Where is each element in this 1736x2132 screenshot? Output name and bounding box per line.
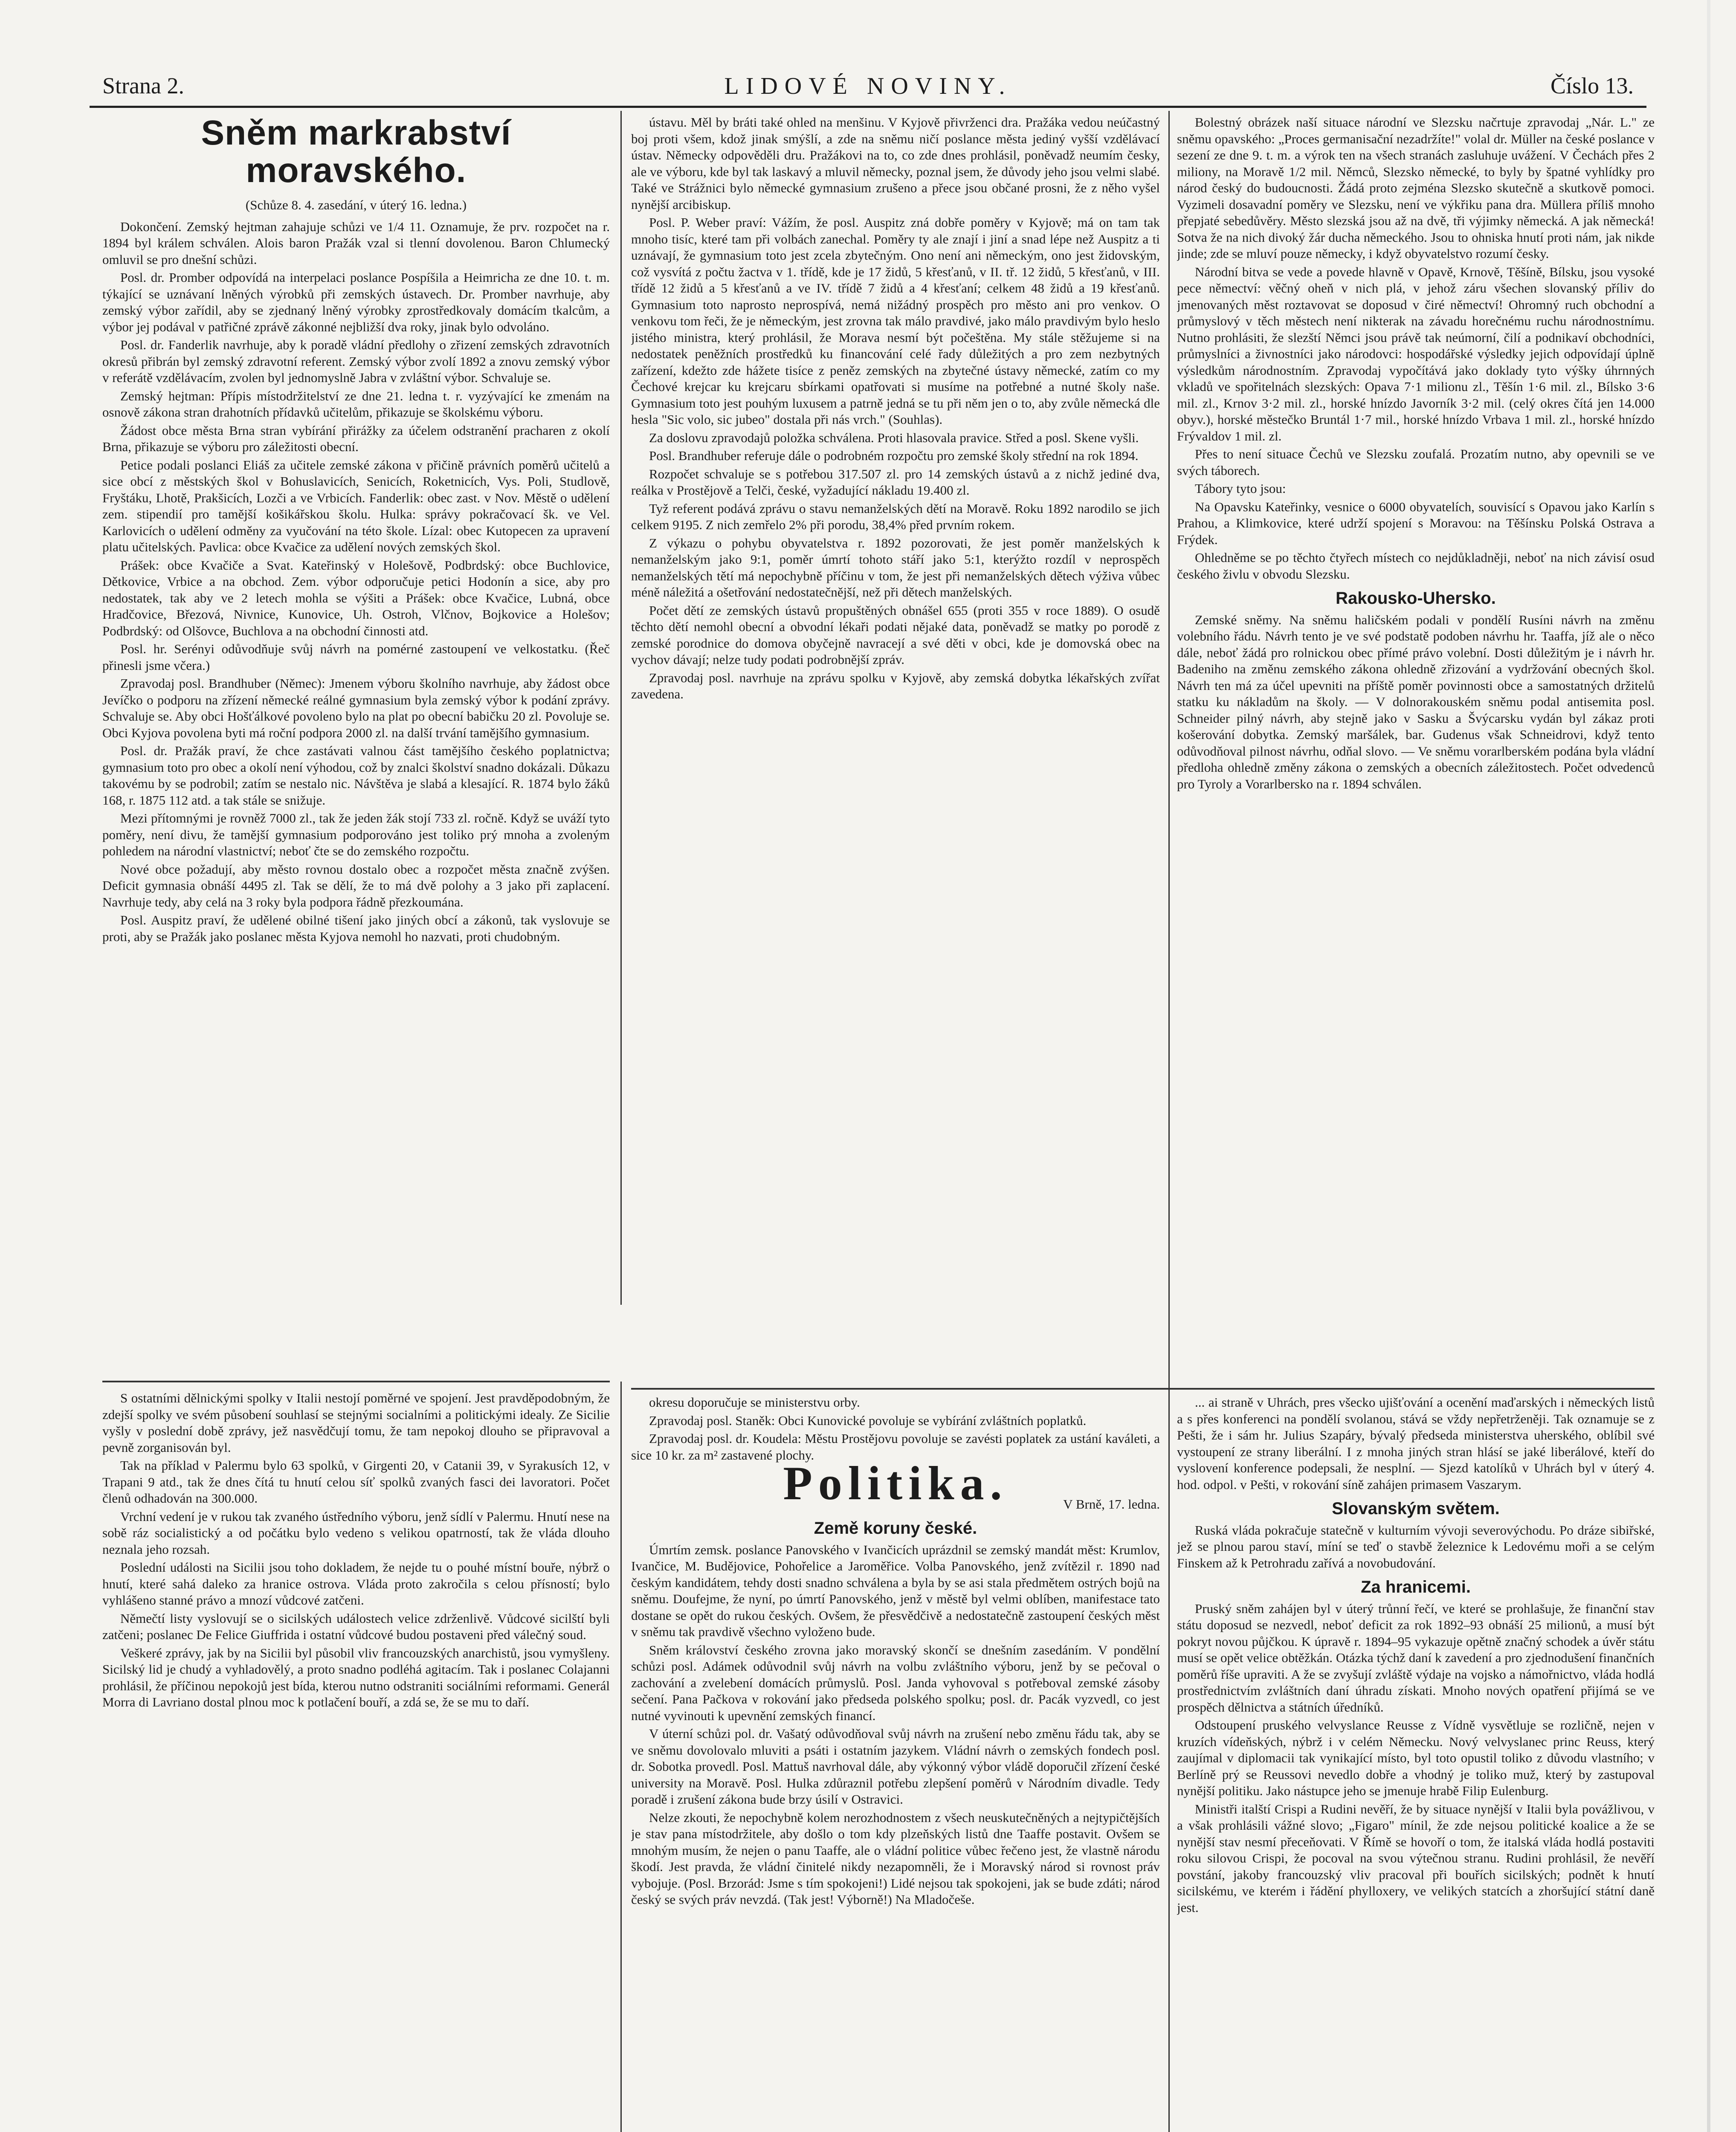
section-heading: Za hranicemi. [1361,1578,1471,1596]
paragraph: Zpravodaj posl. Brandhuber (Němec): Jmenem výboru školního navrhuje, aby žádost obce Jevíčko o podporu na zřízení německé reálné gymnasium byla zemský výbor k podání zprávy. Schvaluje se. Aby obci Hošťálkové povoleno bylo na plat po obecní babičku 20 zl. Povoluje se. Obci Kyjova povolena byti má roční podpora 2000 zl. na další trvání tamějšího gymnasium. [102,676,610,740]
paragraph: Petice podali poslanci Eliáš za učitele zemské zákona v přičině právních poměrů učitelů a sice obcí z městských škol v Bohuslavicích, Senicích, Roketnicích, Vys. Poli, Studlově, Fryštáku, Lhotě, Prakšicích, Lozči a ve Vrbicích. Fanderlik: obec zast. v Nov. Městě o udělení zem. stipendií pro tamější košikářskou školu. Hulka: správy pokračovací šk. ve Vel. Karlovicích o udělení odměny za vyučování na této škole. Lízal: obec Kutopecen za upravení platu učitelských. Pavlica: obce Kvačice za udělení nových zemských škol. [102,457,610,554]
article-title: Sněm markrabství moravského. [201,114,511,190]
paragraph: Za doslovu zpravodajů položka schválena. Proti hlasovala pravice. Střed a posl. Skene vyšli. [649,430,1139,445]
paragraph: Posl. dr. Fanderlik navrhuje, aby k poradě vládní předlohy o zřizení zemských zdravotních okresů přibrán byl zemský zdravotní referent. Zemský výbor zvolí 1892 a znovu zemský výbor v referátě vzdělávacím, zvolen byl jednomyslně Jabra v zvláštní výbor. Schvaluje se. [102,337,610,385]
paragraph: ... ai straně v Uhrách, pres všecko ujišťování a ocenění maďarských i německých listů a s přes konferenci na pondělí svolanou, stává se vždy nepřetrženěji. Tak oznamuje se z Pešti, že i sám hr. Julius Szapáry, bývalý předseda ministerstva uherského, oblíbil své vystoupení ze strany liberální. I z mnoha jiných stran hlásí se jaké liberálové, kteří do vyslovení konference podepsali, že nesplní. — Sjezd katolíků v Uhrách byl v úterý 4. hod. odpol. v Pešti, v rokování síně zahájen primasem Vaszarym. [1177,1395,1655,1492]
paragraph: Vrchní vedení je v rukou tak zvaného ústředního výboru, jenž sídlí v Palermu. Hnutí nese na sobě ráz socialistický a od počátku bylo vedeno s velikou opatrností, tak že vláda dlouho neznala jeho rozsah. [102,1509,610,1557]
paragraph: Ohledněme se po těchto čtyřech místech co nejdůkladněji, neboť na nich závisí osud českého živlu v obvodu Slezsku. [1177,550,1655,582]
article-politika [631,1394,1160,2132]
article-snem-markrabstvi [102,114,610,1372]
paragraph: Tak na příklad v Palermu bylo 63 spolků, v Girgenti 20, v Catanii 39, v Syrakusích 12, v Trapani 9 atd., tak že dnes čítá tu hnutí celou síť spolků zvaných fasci dei lavoratori. Počet členů odhadován na 300.000. [102,1458,610,1506]
issue-number: Číslo 13. [1550,73,1634,98]
paragraph: okresu doporučuje se ministerstvu orby. [649,1395,860,1410]
paragraph: Posl. Auspitz praví, že udělené obilné tišení jako jiných obcí a zákonů, tak vyslovuje se proti, aby se Pražák jako poslanec města Kyjova nemohl ho nazvati, proti chudobným. [102,912,610,944]
paragraph: Žádost obce města Brna stran vybírání přirážky za účelem odstranění pracharen z okolí Brna, přikazuje se výboru pro záležitosti obecní. [102,423,610,454]
paragraph: Zpravodaj posl. navrhuje na zprávu spolku v Kyjově, aby zemská dobytka lékařských zvířat zavedena. [631,670,1160,701]
paragraph: Počet dětí ze zemských ústavů propuštěných obnášel 655 (proti 355 v roce 1889). O osudě těchto dětí nemohl obecní a obvodní lékaři podati nějaké data, poněvadž se matky po porodě z zemské porodnice do domova obyčejně navracejí a své děti v obci, kde je domovská obec na vychov dávají; nelze tudy podati podrobnější zpráv. [631,603,1160,667]
article-slezsko [1177,114,1655,1304]
paragraph: Zpravodaj posl. dr. Koudela: Městu Prostějovu povoluje se zavésti poplatek za ustání kaváleti, a sice 10 kr. za m² zastavené plochy. [631,1431,1160,1463]
section-heading: Rakousko-Uhersko. [1336,589,1496,608]
paragraph: Zpravodaj posl. Staněk: Obci Kunovické povoluje se vybírání zvláštních poplatků. [649,1413,1087,1428]
paragraph: V úterní schůzi pol. dr. Vašatý odůvodňoval svůj návrh na zrušení nebo změnu řádu tak, aby se ve sněmu dovolovalo mluviti a psáti i ostatním jazykem. Vládní návrh o zemských fondech posl. dr. Sobotka provedl. Posl. Mattuš navrhoval dále, aby výkonný výbor vládě doporučil zřízení české university na Moravě. Posl. Hulka zdůraznil potřebu zlepšení poměrů v Národním divadle. Tedy poradě i zrušení zákona bude brzy úsilí v Ostravici. [631,1726,1160,1807]
paragraph: Rozpočet schvaluje se s potřebou 317.507 zl. pro 14 zemských ústavů a z nichž jediné dva, reálka v Prostějově a Telči, české, vyžadující nákladu 19.400 zl. [631,466,1160,498]
paragraph: Mezi přítomnými je rovněž 7000 zl., tak že jeden žák stojí 733 zl. ročně. Když se uváží tyto poměry, není divu, že tamější gymnasium podporováno jest toliko prý mnoha a zvoleným pohledem na národní vlastnictví; neboť čte se do zemského rozpočtu. [102,811,610,858]
paragraph: S ostatními dělnickými spolky v Italii nestojí poměrné ve spojení. Jest pravděpodobným, že zdejší spolky ve svém působení souhlasí se stejnými socialními a politickými idealy. Ze Sicilie vyšly v poslední době zprávy, jež nasvědčují tomu, že tam nepokoj dlouho se připravoval a pevně zorganisován byl. [102,1390,610,1455]
paragraph: Prášek: obce Kvačiče a Svat. Kateřinský v Holešově, Podbrdský: obce Buchlovice, Dětkovice, Vrbice a na obchod. Zem. výbor odporučuje petici Hodonín a sice, aby pro nedostatek, tak aby ve 2 letech mohla se výšiti a Prášek: obce Kvačice, Lubná, obce Hradčovice, Březová, Nivnice, Kunovice, Uh. Ostroh, Vlčnov, Bojkovice a Holešov; Podbrdský: od Olšovce, Buchlova a na obchodní činnosti atd. [102,557,610,638]
paragraph: Ruská vláda pokračuje statečně v kulturním vývoji severovýchodu. Po dráze sibiřské, jež se plnou parou staví, míní se teď o stavbě železnice k Ledovému moři a se celým Finskem až k Petrohradu zařívá a novobudování. [1177,1522,1655,1570]
page-number: Strana 2. [102,73,184,98]
paragraph: Posl. P. Weber praví: Vážím, že posl. Auspitz zná dobře poměry v Kyjově; má on tam tak mnoho tisíc, které tam při volbách zanechal. Poměry ty ale znají i jiní a snad lépe než Auspitz a ti uznávají, že gymnasium toto jest zcela zbytečným. Ono není ani německým, ono jest židovským, což vysvítá z počtu žactva v 1. třídě, kde je 17 židů, 5 křesťanů, v II. tř. 12 židů, 5 křesťanů, v III. třídě 12 židů a 5 křesťanů a ve IV. třídě 7 židů a 4 křesťaní; celkem 48 židů a 19 křesťanů. Gymnasium toto naprosto neprospívá, nemá nižádný prospěch pro město ani pro venkov. O venkovu tom řeči, že je německým, jest zrovna tak málo pravdivé, jako málo pravdivým bylo heslo jistého ministra, který prohlásil, že Morava nesmí být počeštěna. My stále stěžujeme si na nedostatek peněžních prostředků ku financování celé řady důležitých a pro zem nezbytných zařízení, kdežto zde hážete tisíce z peněz zemských na zbytečné ústavy německé, zatím co my Čechové krejcar ku krejcaru sbírkami opatřovati si musíme na potřebné a nutné školy naše. Gymnasium toto jest pouhým luxusem a patrně jedná se tu při něm jen o to, aby zvůle německá dle hesla "Sic volo, sic jubeo" dostala při nás vrch." (Souhlas). [631,215,1160,427]
section-rule [102,1381,610,1382]
paragraph: Posl. dr. Promber odpovídá na interpelaci poslance Pospíšila a Heimricha ze dne 10. t. m. týkající se uznávaní lněných výrobků při zemských ústavech. Dr. Promber navrhuje, aby zemský výbor zařídil, aby se zjednaný lněný výrobky zprostředkovaly domácím tkalcům, a výbor jej podával v patřičné zprávě zákonné nejbližší dva roky, jinak bylo odvoláno. [102,270,610,334]
paragraph: Z výkazu o pohybu obyvatelstva r. 1892 pozorovati, že jest poměr manželských k nemanželským jako 9:1, poměr úmrtí tohoto stáří jako 5:1, kterýžto rozdíl v neprospěch nemanželských tětí má nepochybně příčinu v tom, že jest při nemanželských dětech výživa vůbec méně náležitá a ošetřování nedostatečnější, než při dětech manželských. [631,535,1160,600]
paragraph: Posl. hr. Serényi odůvodňuje svůj návrh na pomérné zastoupení ve velkostatku. (Řeč přinesli jsme včera.) [102,641,610,673]
column-divider [1168,111,1170,2132]
paragraph: Poslední události na Sicilii jsou toho dokladem, že nejde tu o pouhé místní bouře, nýbrž o hnutí, které sahá daleko za hranice ostrova. Vláda proto zakročila s celou přísností; bylo vyhlášeno stanné právo a mnozí vůdcové zatčeni. [102,1560,610,1608]
paragraph: Úmrtím zemsk. poslance Panovského v Ivančicích uprázdnil se zemský mandát měst: Krumlov, Ivančice, M. Budějovice, Pohořelice a Jaroměřice. Volba Panovského, jenž zvítězil r. 1890 nad českým kandidátem, tehdy dosti snadno schválena a byla by se asi stala předmětem ostrých bojů na sněmu. Doufejme, že nyní, po úmrtí Panovského, jenž v městě byl velmi oblíben, manifestace tato dostane se opět do rukou českých. Ovšem, že přesvědčivě a nedostatečně zastoupení českých měst v sněmu tak pravdivě všechno vyloženo bude. [631,1542,1160,1639]
dateline: V Brně, 17. ledna. [1063,1496,1160,1512]
paragraph: Posl. dr. Pražák praví, že chce zastávati valnou část tamějšího českého poplatnictva; gymnasium toto pro obec a okolí není výhodou, což by znalci školství snadno dokázali. Důkazu takovému by se podrobil; zatím se nestalo nic. Návštěva je slabá a klesající. R. 1874 bylo žáků 168, r. 1875 112 atd. a tak stále se snižuje. [102,743,610,808]
paragraph: Národní bitva se vede a povede hlavně v Opavě, Krnově, Těšíně, Bílsku, jsou vysoké pece němectví: věčný oheň v nich plá, v jehož záru všechen slovanský příliv do jmenovaných měst roztavovat se doposud v čiré němectví! Ohromný ruch obchodní a průmyslový v těch městech není nikterak na závadu horečnému ruchu národnostnímu. Nutno prohlásiti, že slezští Němci jsou právě tak neúmorní, čilí a podnikaví obchodníci, průmyslníci a živnostníci jako národovci: hospodářské výsledky jejich odpovídají úplně výsledkům národnostním. Zpravodaj vypočítává jako doklady tyto výšky úhrnných vkladů ve spořitelnách slezských: Opava 7·1 milionu zl., Těšín 1·6 mil. zl., Bílsko 3·6 mil. zl., Krnov 3·2 mil. zl., horské hnízdo Javorník 3·2 mil. (celý okres čítá jen 14.000 obyv.), horské městečko Bruntál 1·7 mil., horské hnízdo Vrbava 1 mil. zl., horské hnízdo Frývaldov 1 mil. zl. [1177,264,1655,443]
paragraph: Ministři italští Crispi a Rudini nevěří, že by situace nynější v Italii byla povážlivou, v a však prohlásili vážné slovo; „Figaro" mínil, že zde nejsou politické koalice a že se nynější stav nesmí přeceňovati. V Římě se hovoří o tom, že italská vláda hodlá postaviti roku silovou Crispi, že pocoval na svou výtečnou stranu. Rudini prohlásil, že nevěří povstání, jakoby francouzský vliv pracoval při bouřích sicilských; podnět k hnutí sicilskému, ve kterém i řádění phylloxery, ve velikých statcích a zhoršující státní daně jest. [1177,1801,1655,1915]
paragraph: Pruský sněm zahájen byl v úterý trůnní řečí, ve které se prohlašuje, že finanční stav státu doposud se nezvedl, neboť deficit za rok 1892–93 obnáší 25 milionů, a musí být pokryt novou půjčkou. K úpravě r. 1894–95 vykazuje opětně značný schodek a úvěr státu musí se opět velice obtěžkán. Otázka týchž daní k zavedení a pro zjednodušení finančních poměrů říše upraviti. A že se zvyšují zvláště výdaje na vojsko a námořnictvo, vláda hodlá prostřednictvím zvláštních daní úhradu získati. Mnoho nových opatření přijímá se ve prospěch dělnictva a státních úředníků. [1177,1601,1655,1715]
article-meta: (Schůze 8. 4. zasedání, v úterý 16. ledna.) [245,197,467,212]
paragraph: Na Opavsku Kateřinky, vesnice o 6000 obyvatelích, souvisící s Opavou jako Karlín s Prahou, a Klimkovice, které udrží spojení s Moravou: na Těšínsku Polská Ostrava a Frýdek. [1177,499,1655,547]
section-heading: Slovanským světem. [1332,1499,1500,1518]
newspaper-name: LIDOVÉ NOVINY. [724,73,1012,99]
article-za-hranicemi [1177,1394,1655,2132]
paragraph: Tábory tyto jsou: [1195,481,1286,496]
paragraph: Nelze zkouti, že nepochybně kolem nerozhodnostem z všech neuskutečněných a nejtypičtějších je stav pana místodržitele, aby došlo o tom kdy plzeňských listů dne Taaffe postavit. Ovšem se mnohým musím, že nejen o panu Taaffe, ale o vládní politice vůbec řečeno jest, že vlastně národu škodí. Jest pravda, že vládní činitelé nikdy nezapomněli, že i Moravský národ si rovnost práv vybojuje. (Posl. Brzorád: Jsme s tím spokojeni!) Lidé nejsou tak spokojeni, jak se bude zdáti; národ český se svých práv nevzdá. (Tak jest! Výborně!) Na Mladočeše. [631,1810,1160,1907]
header-rule [90,106,1646,108]
paragraph: Sněm království českého zrovna jako moravský skončí se dnešním zasedáním. V pondělní schůzi posl. Adámek odůvodnil svůj návrh na volbu zvláštního výboru, jenž by se pečoval o zachování a zvelebení domácích průmyslů. Posl. Janda vyhovoval s potřeboval zemské zásoby sečení. Pana Pačkova v rokování jako předseda polského spolku; posl. dr. Pacák vyzvedl, co jest nutné vyvinouti k upevnění zemských financí. [631,1642,1160,1723]
paragraph: Zemský hejtman: Přípis místodržitelství ze dne 21. ledna t. r. vyzývající ke zmenám na osnově zákona stran drahotních přídavků učitelům, přikazuje se školskému výboru. [102,388,610,420]
column-divider [620,111,622,1305]
paragraph: ústavu. Měl by bráti také ohled na menšinu. V Kyjově přivrženci dra. Pražáka vedou neúčastný boj proti všem, kdož jinak smýšlí, a zde na sněmu ničí poslance města jediný vyšší vzdělávací ústav. Německy odpověděli dru. Pražákovi na to, co zde dnes prohlásil, poněvadž neumím česky, ale ve výboru, kde byl tak laskavý a mluvil německy, poznal jsem, že důvody jeho jsou velmi slabé. Také ve Strážnici bylo německé gymnasium zrušeno a přece jsou občané prosni, že z něho vyšel nynější arcibiskup. [631,115,1160,212]
article-snem-continued [631,114,1160,1300]
paragraph: Nové obce požadují, aby město rovnou dostalo obec a rozpočet města značně zvýšen. Deficit gymnasia obnáší 4495 zl. Tak se dělí, že to má dvě polohy a 3 jako při zaplacení. Navrhuje tedy, aby celá na 3 roky byla podpora řádně přezkoumána. [102,861,610,910]
politika-heading: Politika. [783,1457,1008,1510]
section-heading: Země koruny české. [814,1519,977,1538]
paragraph: Posl. Brandhuber referuje dále o podrobném rozpočtu pro zemské školy střední na rok 1894. [649,448,1139,463]
paragraph: Přes to není situace Čechů ve Slezsku zoufalá. Prozatím nutno, aby opevnili se ve svých táborech. [1177,446,1655,478]
paragraph: Odstoupení pruského velvyslance Reusse z Vídně vysvětluje se rozličně, nejen v kruzích vídeňských, nýbrž i v celém Německu. Nový velvyslanec princ Reuss, který zaujímal v diplomacii tak vynikající místo, byl toto opustil toliko z důvodu vlastního; v Berlíně prý se Reussovi nevedlo dobře a vhodný je toliko muž, který by zastupoval nynější politiku. Jako nástupce jeho se jmenuje hrabě Filip Eulenburg. [1177,1718,1655,1798]
article-sicilie [102,1390,610,2132]
paragraph: Zemské sněmy. Na sněmu haličském podali v pondělí Rusíni návrh na změnu volebního řádu. Návrh tento je ve své podstatě podoben návrhu hr. Taaffa, jíž ale o něco dále, neboť žádá pro rolnickou obec přímé právo volební. Dosti důležitým je i návrh hr. Badeniho na změnu zemského zákona ohledně zřizování a vydržování obecných škol. Návrh ten má za účel upevniti na příště poměr povinnosti obce a samostatných držitelů statku ku nákladům na školy. — V dolnorakouském sněmu podal antisemita posl. Schneider pilný návrh, aby stejně jako v Sasku a Švýcarsku vydán byl zákaz proti košerování dobytka. Zemský maršálek, bar. Gudenus však Schneidrovi, když tento odůvodňoval pilnost návrhu, odňal slovo. — Ve sněmu vorarlberském podána byla vládní předloha ohledně změny zákona o zemských a obecních záležitostech. Počet odvedenců pro Tyroly a Vorarlbersko na r. 1894 schválen. [1177,612,1655,791]
scan-edge [1707,0,1710,2132]
paragraph: Dokončení. Zemský hejtman zahajuje schůzi ve 1/4 11. Oznamuje, že prv. rozpočet na r. 1894 byl králem schválen. Alois baron Pražák vzal si tlenní dovolenou. Baron Chlumecký omluvil se pro dnešní schůzi. [102,219,610,267]
page-header [90,72,1646,107]
column-divider [620,1382,622,2132]
paragraph: Tyž referent podává zprávu o stavu nemanželských dětí na Moravě. Roku 1892 narodilo se jich celkem 9195. Z nich zemřelo 2% při porodu, 38,4% před prvním rokem. [631,501,1160,532]
paragraph: Němečtí listy vyslovují se o sicilských událostech velice zdrženlivě. Vůdcové sicilští byli zatčeni; poslanec De Felice Giuffrida i ostatní vůdcové budou postaveni před válečný soud. [102,1611,610,1642]
section-rule [631,1388,1655,1390]
paragraph: Veškeré zprávy, jak by na Sicilii byl působil vliv francouzských anarchistů, jsou vymyšleny. Sicilský lid je chudý a vyhladovělý, a proto snadno podléhá agitacím. Tak i poslanec Colajanni prohlásil, že příčinou nepokojů jest bída, kterou nutno odstraniti sociálními reformami. Generál Morra di Lavriano dostal plnou moc k potlačení bouří, a zdá se, že se mu to daří. [102,1645,610,1709]
paragraph: Bolestný obrázek naší situace národní ve Slezsku načrtuje zpravodaj „Nár. L." ze sněmu opavského: „Proces germanisační nezadržíte!" volal dr. Müller na české poslance v sezení ze dne 9. t. m. a výrok ten na všech stranách zasluhuje uvážení. V Čechách přes 2 miliony, na Moravě 1/2 mil. Němců, Slezsko německé, to byly by špatné vyhlídky pro národ český do budoucnosti. Žádá proto zejména Slezsko skutečně a skutkově pomoci. Vyzimeli dosavadní poměry ve Slezsku, není ve výkřiku pana dra. Müllera příliš mnoho přepjaté sebedůvěry. Město slezská jsou až na dvě, tři výjimky německá. A jak německá! Sotva že na nich divoký žár ducha německého. Jsou to ohniska hnutí proti nám, jak nikde jinde; zde se mluví pouze německy, i když obyvatelstvo rozumí česky. [1177,115,1655,261]
